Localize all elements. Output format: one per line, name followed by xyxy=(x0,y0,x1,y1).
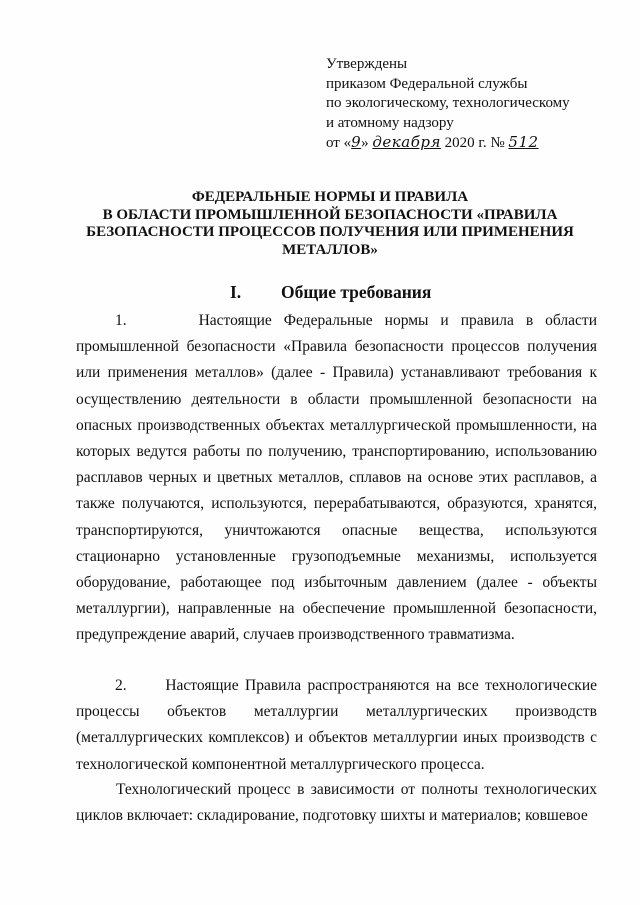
title-line: МЕТАЛЛОВ» xyxy=(282,241,378,258)
date-mid: » xyxy=(361,135,369,151)
date-month: декабря xyxy=(372,133,441,151)
title-line: ФЕДЕРАЛЬНЫЕ НОРМЫ И ПРАВИЛА xyxy=(191,189,469,205)
approval-line: приказом Федеральной службы xyxy=(326,75,528,92)
paragraph-3 xyxy=(76,777,597,829)
paragraph-1 xyxy=(76,308,597,649)
approval-line: Утверждены xyxy=(326,56,408,72)
order-number: 512 xyxy=(508,133,539,151)
paragraph-2 xyxy=(76,673,597,778)
approval-line: и атомному надзору xyxy=(326,114,454,131)
approval-block xyxy=(326,55,626,154)
approval-date-line xyxy=(326,133,626,154)
title-line: БЕЗОПАСНОСТИ ПРОЦЕССОВ ПОЛУЧЕНИЯ ИЛИ ПРИМЕНЕНИЯ xyxy=(86,224,574,240)
section-title: Общие требования xyxy=(281,282,432,302)
approval-line: по экологическому, технологическому xyxy=(326,95,570,111)
document-title xyxy=(60,189,600,259)
date-day: 9 xyxy=(351,133,362,151)
paragraph-text: Настоящие Правила распространяются на все технологические процессы объектов металлургии металлургических производств (металлургических комплексов) и объектов металлургии иных производств с технологической компонентной металлургического процесса. xyxy=(76,677,598,773)
paragraph-number: 2. xyxy=(115,677,127,694)
paragraph-number: 1. xyxy=(115,312,127,329)
title-line: В ОБЛАСТИ ПРОМЫШЛЕННОЙ БЕЗОПАСНОСТИ «ПРАВИЛА xyxy=(102,206,558,223)
paragraph-text: Настоящие Федеральные нормы и правила в области промышленной безопасности «Правила безопасности процессов получения или применения металлов» (далее - Правила) устанавливают требования к осуществлению деятельности в области промышленной безопасности на опасных производственных объектах металлургической промышленности, на которых ведутся работы по получению, транспортированию, использованию расплавов черных и цветных металлов, сплавов на основе этих расплавов, а также получаются, используются, перерабатываются, образуются, хранятся, транспортируются, уничтожаются опасные вещества, используются стационарно установленные грузоподъемные механизмы, используется оборудование, работающее под избыточным давлением (далее - объекты металлургии), направленные на обеспечение промышленной безопасности, предупреждение аварий, случаев производственного травматизма. xyxy=(76,312,597,644)
paragraph-text: Технологический процесс в зависимости от полноты технологических циклов включает: складирование, подготовку шихты и материалов; ковшевое xyxy=(76,781,597,825)
date-year: 2020 г. № xyxy=(444,135,505,151)
section-number: I. xyxy=(230,282,242,302)
date-prefix: от « xyxy=(326,135,352,151)
